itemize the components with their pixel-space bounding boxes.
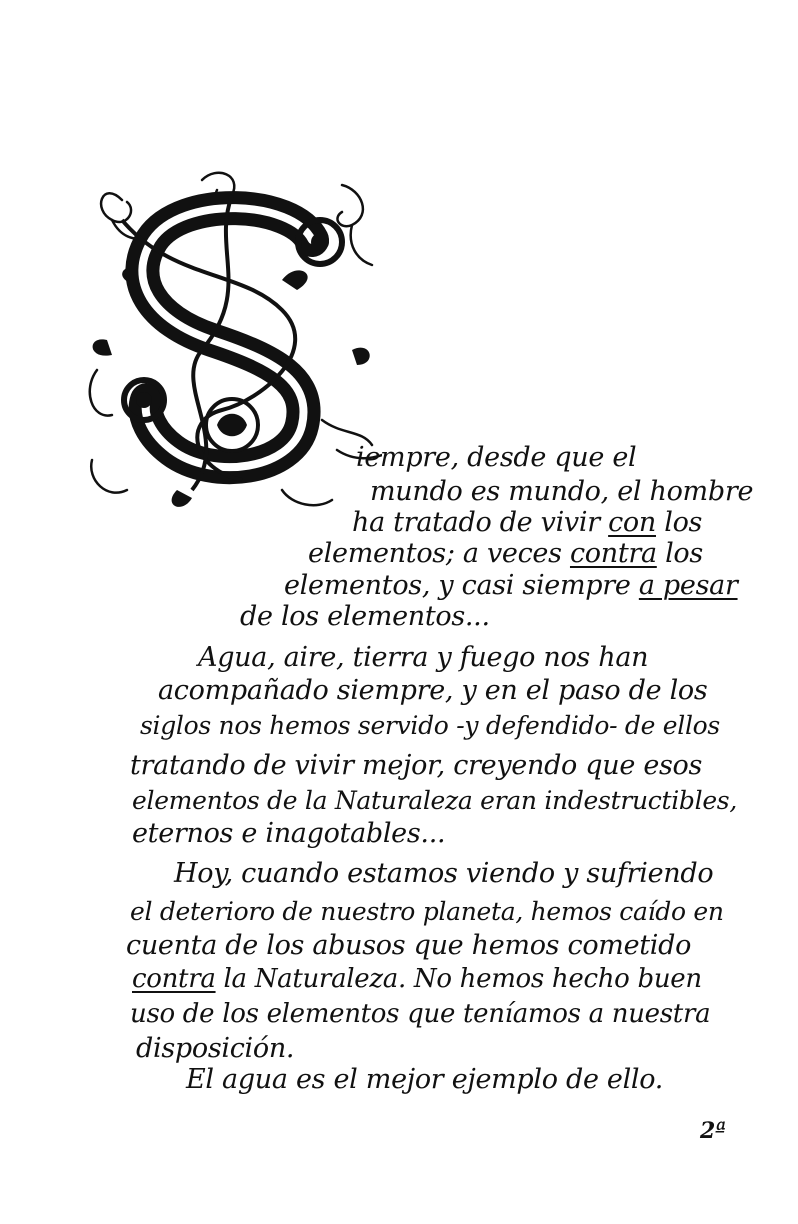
text-line-9: siglos nos hemos servido -y defendido- de ellos xyxy=(140,711,720,740)
text-line-4-post: los xyxy=(656,538,703,569)
text-line-3 xyxy=(352,507,702,539)
underlined-word-contra: contra xyxy=(569,538,657,569)
underlined-word-con: con xyxy=(608,507,656,538)
text-line-11: elementos de la Naturaleza eran indestructibles, xyxy=(132,786,737,815)
underlined-word-contra-2: contra xyxy=(132,964,216,994)
text-line-16-post: la Naturaleza. No hemos hecho buen xyxy=(215,964,702,994)
text-line-18: disposición. xyxy=(136,1033,295,1064)
underlined-phrase-a-pesar: a pesar xyxy=(638,570,738,601)
text-line-15: cuenta de los abusos que hemos cometido xyxy=(126,930,692,961)
text-line-10: tratando de vivir mejor, creyendo que esos xyxy=(130,750,703,781)
text-line-4-pre: elementos; a veces xyxy=(308,538,570,569)
text-line-3-post: los xyxy=(655,507,703,538)
text-line-16 xyxy=(132,963,702,995)
text-line-14: el deterioro de nuestro planeta, hemos caído en xyxy=(130,897,724,926)
text-line-8: acompañado siempre, y en el paso de los xyxy=(158,675,708,706)
text-line-1: iempre, desde que el xyxy=(356,442,637,473)
text-line-6: de los elementos... xyxy=(240,601,490,632)
text-line-7: Agua, aire, tierra y fuego nos han xyxy=(198,642,649,673)
text-line-5 xyxy=(284,570,738,602)
text-line-13: Hoy, cuando estamos viendo y sufriendo xyxy=(174,858,714,889)
text-line-2: mundo es mundo, el hombre xyxy=(370,476,754,507)
text-line-3-pre: ha tratado de vivir xyxy=(352,507,609,538)
text-line-17: uso de los elementos que teníamos a nuestra xyxy=(130,999,711,1029)
text-line-19: El agua es el mejor ejemplo de ello. xyxy=(186,1064,664,1095)
text-line-12: eternos e inagotables... xyxy=(132,818,446,849)
text-line-5-pre: elementos, y casi siempre xyxy=(284,570,639,601)
text-line-4 xyxy=(308,538,703,570)
drop-cap-s-ornament xyxy=(82,160,382,520)
page-number: 2ª xyxy=(700,1118,727,1144)
